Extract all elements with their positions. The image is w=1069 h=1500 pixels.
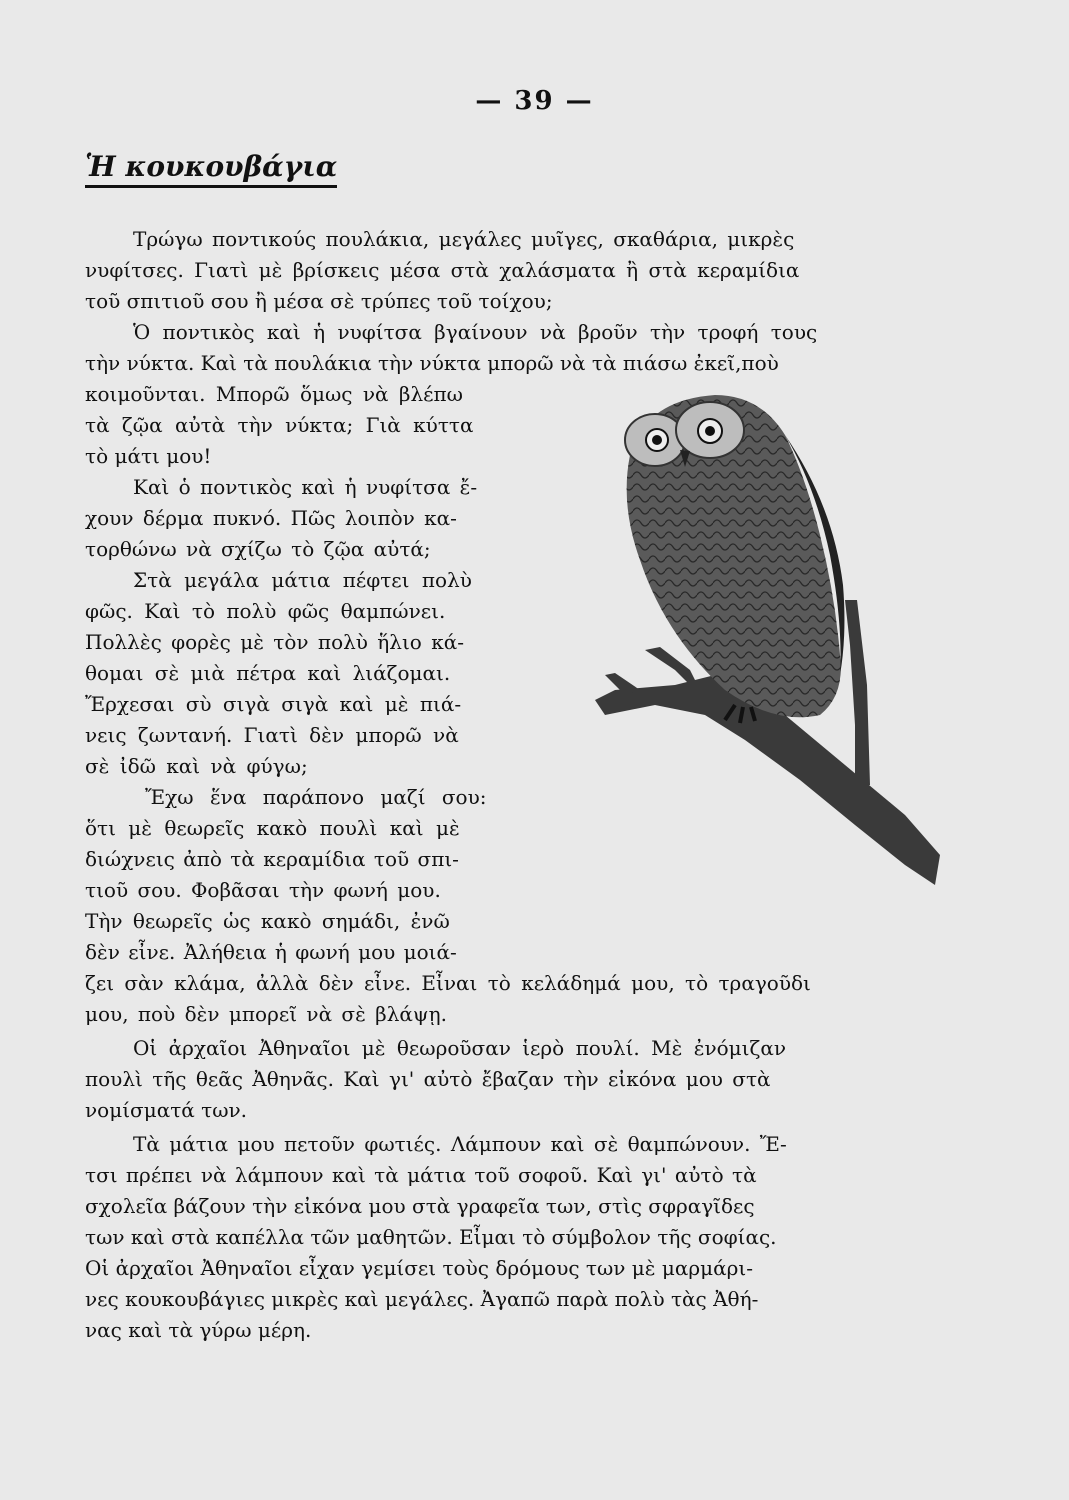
page-number: — 39 — — [475, 86, 594, 116]
text-line: νεις ζωντανή. Γιατὶ δὲν μπορῶ νὰ — [85, 723, 459, 747]
text-line: ζει σὰν κλάμα, ἀλλὰ δὲν εἶνε. Εἶναι τὸ κελάδημά μου, τὸ τραγοῦδι — [85, 971, 811, 995]
text-line: Στὰ μεγάλα μάτια πέφτει πολὺ — [133, 568, 472, 592]
text-line: Τρώγω ποντικούς πουλάκια, μεγάλες μυῖγες, σκαθάρια, μικρὲς — [133, 227, 795, 251]
text-line: θομαι σὲ μιὰ πέτρα καὶ λιάζομαι. — [85, 661, 451, 685]
text-line: Ὁ ποντικὸς καὶ ἡ νυφίτσα βγαίνουν νὰ βροῦν τὴν τροφή τους — [133, 320, 818, 344]
text-line: Πολλὲς φορὲς μὲ τὸν πολὺ ἥλιο κά- — [85, 630, 464, 654]
text-line: τιοῦ σου. Φοβᾶσαι τὴν φωνή μου. — [85, 878, 441, 902]
text-line: Ἔρχεσαι σὺ σιγὰ σιγὰ καὶ μὲ πιά- — [85, 692, 462, 716]
text-line: νομίσματά των. — [85, 1098, 248, 1122]
text-line: τὰ ζῷα αὐτὰ τὴν νύκτα; Γιὰ κύττα — [85, 413, 474, 437]
text-line: τορθώνω νὰ σχίζω τὸ ζῷα αὐτά; — [85, 537, 431, 561]
text-line: πουλὶ τῆς θεᾶς Ἀθηνᾶς. Καὶ γι' αὐτὸ ἔβαζαν τὴν εἰκόνα μου στὰ — [85, 1067, 771, 1091]
text-line: τὴν νύκτα. Καὶ τὰ πουλάκια τὴν νύκτα μπορῶ νὰ τὰ πιάσω ἐκεῖ,ποὺ — [85, 351, 779, 375]
text-line: Τὰ μάτια μου πετοῦν φωτιές. Λάμπουν καὶ σὲ θαμπώνουν. Ἔ- — [133, 1132, 787, 1156]
text-line: Τὴν θεωρεῖς ὡς κακὸ σημάδι, ἐνῶ — [85, 909, 450, 933]
text-line: σχολεῖα βάζουν τὴν εἰκόνα μου στὰ γραφεῖα των, στὶς σφραγῖδες — [85, 1194, 755, 1218]
text-line: Ἔχω ἕνα παράπονο μαζί σου: — [145, 785, 487, 809]
text-line: διώχνεις ἀπὸ τὰ κεραμίδια τοῦ σπι- — [85, 847, 459, 871]
text-line: φῶς. Καὶ τὸ πολὺ φῶς θαμπώνει. — [85, 599, 446, 623]
text-line: τὸ μάτι μου! — [85, 444, 212, 468]
text-line: κοιμοῦνται. Μπορῶ ὅμως νὰ βλέπω — [85, 382, 463, 406]
text-line: ὅτι μὲ θεωρεῖς κακὸ πουλὶ καὶ μὲ — [85, 816, 460, 840]
page-title: Ἡ κουκουβάγια — [85, 150, 337, 188]
text-line: Καὶ ὁ ποντικὸς καὶ ἡ νυφίτσα ἔ- — [133, 475, 478, 499]
text-line: Οἱ ἀρχαῖοι Ἀθηναῖοι εἶχαν γεμίσει τοὺς δρόμους των μὲ μαρμάρι- — [85, 1256, 754, 1280]
text-line: μου, ποὺ δὲν μπορεῖ νὰ σὲ βλάψῃ. — [85, 1002, 447, 1026]
text-line: δὲν εἶνε. Ἀλήθεια ἡ φωνή μου μοιά- — [85, 940, 457, 964]
text-line: νες κουκουβάγιες μικρὲς καὶ μεγάλες. Ἀγαπῶ παρὰ πολὺ τὰς Ἀθή- — [85, 1287, 759, 1311]
text-line: χουν δέρμα πυκνό. Πῶς λοιπὸν κα- — [85, 506, 457, 530]
text-line: νυφίτσες. Γιατὶ μὲ βρίσκεις μέσα στὰ χαλάσματα ἢ στὰ κεραμίδια — [85, 258, 800, 282]
text-line: των καὶ στὰ καπέλλα τῶν μαθητῶν. Εἶμαι τὸ σύμβολον τῆς σοφίας. — [85, 1225, 777, 1249]
owl-illustration — [585, 385, 955, 895]
text-line: τοῦ σπιτιοῦ σου ἢ μέσα σὲ τρύπες τοῦ τοίχου; — [85, 289, 553, 313]
text-line: τσι πρέπει νὰ λάμπουν καὶ τὰ μάτια τοῦ σοφοῦ. Καὶ γι' αὐτὸ τὰ — [85, 1163, 757, 1187]
text-line: σὲ ἰδῶ καὶ νὰ φύγω; — [85, 754, 308, 778]
text-line: Οἱ ἀρχαῖοι Ἀθηναῖοι μὲ θεωροῦσαν ἱερὸ πουλί. Μὲ ἐνόμιζαν — [133, 1036, 786, 1060]
text-line: νας καὶ τὰ γύρω μέρη. — [85, 1318, 312, 1342]
